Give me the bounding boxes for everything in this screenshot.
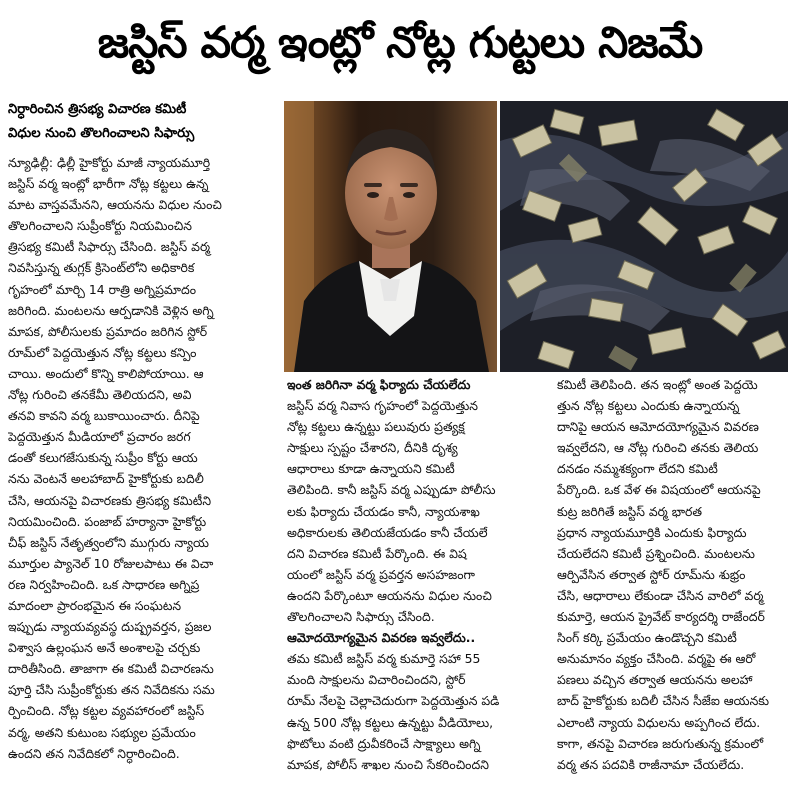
article-text-line: త్తున నోట్ల కట్టలు ఎందుకు ఉన్నాయన్న	[557, 398, 740, 414]
article-text-line: రూమ్‌లో పెద్దయెత్తున నోట్ల కట్టలు కన్పిం	[8, 344, 197, 360]
headline: జస్టిస్ వర్మ ఇంట్లో నోట్ల గుట్టలు నిజమే	[97, 18, 703, 68]
article-text-line: జస్టిస్ వర్మ ఇంట్లో భారీగా నోట్ల కట్టలు ఉన్న	[8, 176, 209, 192]
article-text-line: ప్రధాన న్యాయమూర్తికి ఎందుకు ఫిర్యాదు	[557, 524, 747, 540]
article-text-line: జస్టిస్ వర్మ నివాస గృహంలో పెద్దయెత్తున	[287, 398, 478, 414]
article-text-line: కుట్ర జరిగితే జస్టిస్ వర్మ భారత	[557, 503, 702, 519]
article-text-line: పేర్కొంది. ఒక వేళ ఈ విషయంలో ఆయనపై	[557, 482, 761, 498]
article-text-line: పూర్తి చేసి సుప్రీంకోర్టుకు తన నివేదికను సమ	[8, 682, 215, 698]
article-text-line: నను వెంటనే అలహాబాద్ హైకోర్టుకు బదిలీ	[8, 471, 204, 487]
article-text-line: పణలు వచ్చిన తర్వాత ఆయనను అలహా	[557, 672, 753, 688]
article-text-line: మాపక, పోలీస్ శాఖల నుంచి సేకరించిందని	[287, 756, 489, 772]
article-text-line: ఉన్న 500 నోట్ల కట్టలు ఉన్నట్టు వీడియోలు,	[287, 714, 494, 730]
article-text-line: ఆధారాలు కూడా ఉన్నాయని కమిటీ	[287, 461, 455, 477]
article-text-line: చీఫ్ జస్టిస్ నేతృత్వంలోని ముగ్గురు న్యాయ	[8, 534, 209, 550]
article-text-line: దనడం నమ్మశక్యంగా లేదని కమిటీ	[557, 461, 718, 477]
article-text-line: పెద్దయెత్తున మీడియాలో ప్రచారం జరగ	[8, 429, 191, 445]
judge-portrait-image	[284, 101, 497, 372]
article-text-line: జరిగింది. మంటలను ఆర్పడానికి వెళ్లిన అగ్ని	[8, 302, 214, 318]
article-text-line: సాక్షులు స్పష్టం చేశారని, దీనికి దృశ్య	[287, 440, 458, 456]
article-text-line: చేసి, ఆయనపై విచారణకు త్రిసభ్య కమిటీని	[8, 492, 212, 508]
article-text-line: రణ నిర్వహించింది. ఒక సాధారణ అగ్నిప్ర	[8, 576, 200, 592]
article-text-line: మంది సాక్షులను విచారించిందని, స్టోర్	[287, 672, 466, 688]
article-column-1	[8, 152, 282, 797]
article-text-line: త్రిసభ్య కమిటీ సిఫార్సు చేసింది. జస్టిస్ వర్మ	[8, 239, 211, 255]
article-text-line: మాపక, పోలీసులకు ప్రమాదం జరిగిన స్టోర్	[8, 323, 208, 339]
article-text-line: ఆర్పివేసిన తర్వాత స్టోర్ రూమ్‌ను శుభ్రం	[557, 566, 746, 582]
judge-photo	[284, 101, 497, 372]
article-text-line: సింగ్ కర్కి ప్రమేయం ఉండొచ్చని కమిటీ	[557, 630, 737, 646]
subhead-1: నిర్ధారించిన త్రిసభ్య విచారణ కమిటీ	[8, 102, 187, 117]
section-heading: ఆమోదయోగ్యమైన వివరణ ఇవ్వలేదు..	[287, 630, 476, 646]
article-text-line: డంతో కలుగజేసుకున్న సుప్రీం కోర్టు ఆయ	[8, 450, 198, 466]
article-text-line: తొలగించాలని సిఫార్సు చేసింది.	[287, 609, 435, 625]
article-text-line: ఫొటోలు వంటి ద్రువీకరించే సాక్ష్యాలు అగ్ని	[287, 735, 481, 751]
article-text-line: అధికారులకు తెలియజేయడం కానీ చేయలే	[287, 524, 488, 540]
burnt-cash-photo	[500, 101, 788, 372]
article-text-line: కాగా, తనపై విచారణ జరుగుతున్న క్రమంలో	[557, 735, 764, 751]
article-text-line: నోట్ల కట్టలు ఉన్నట్టు పలువురు ప్రత్యక్ష	[287, 419, 465, 435]
article-text-line: న్యూఢిల్లీ: ఢిల్లీ హైకోర్టు మాజీ న్యాయమూర్తి	[8, 155, 211, 170]
subhead-2: విధుల నుంచి తొలగించాలని సిఫార్సు	[8, 126, 195, 141]
article-text-line: వర్మ, అతని కుటుంబ సభ్యుల ప్రమేయం	[8, 724, 196, 740]
article-text-line: మాదంలా ప్రారంభమైన ఈ సంఘటన	[8, 597, 182, 613]
article-text-line: దని విచారణ కమిటీ పేర్కొంది. ఈ విష	[287, 545, 467, 561]
article-text-line: ఇప్పుడు న్యాయవ్యవస్థ దుష్ప్రవర్తన, ప్రజల	[8, 619, 212, 635]
article-text-line: ఉందని పేర్కొంటూ ఆయనను విధుల నుంచి	[287, 587, 492, 603]
article-column-3	[557, 374, 792, 797]
article-text-line: బాద్ హైకోర్టుకు బదిలీ చేసిన సీజేఐ ఆయనకు	[557, 693, 770, 709]
article-text-line: తెలిపింది. కానీ జస్టిస్ వర్మ ఎప్పుడూ పోలీసు	[287, 482, 496, 498]
article-text-line: మాట వాస్తవమేనని, ఆయనను విధుల నుంచి	[8, 197, 222, 213]
article-text-line: గృహంలో మార్చి 14 రాత్రి అగ్నిప్రమాదం	[8, 281, 197, 297]
article-text-line: నోట్ల గురించి తనకేమీ తెలియదని, అవి	[8, 387, 192, 403]
article-text-line: తొలగించాలని సుప్రీంకోర్టు నియమించిన	[8, 218, 192, 234]
article-column-2	[287, 374, 551, 797]
article-text-line: చేయలేదని కమిటీ ప్రశ్నించింది. మంటలను	[557, 545, 755, 561]
article-text-line: ఇవ్వలేదని, ఆ నోట్ల గురించి తనకు తెలియ	[557, 440, 759, 456]
article-text-line: కమిటీ తెలిపింది. తన ఇంట్లో అంత పెద్దయె	[557, 377, 758, 392]
section-heading: ఇంత జరిగినా వర్మ ఫిర్యాదు చేయలేదు	[287, 377, 471, 392]
article-text-line: లకు ఫిర్యాదు చేయడం కానీ, న్యాయశాఖ	[287, 503, 480, 519]
article-text-line: నియమించింది. పంజాబ్ హర్యానా హైకోర్టు	[8, 513, 207, 529]
article-text-line: మూర్తుల ప్యానెల్ 10 రోజులపాటు ఈ విచా	[8, 555, 214, 571]
article-text-line: రూమ్ నేలపై చెల్లాచెదురుగా పెద్దయెత్తున పడి	[287, 693, 500, 709]
article-text-line: విశ్వాస ఉల్లంఘన అనే అంశాలపై చర్చకు	[8, 640, 201, 656]
article-text-line: నివసిస్తున్న తుగ్లక్ క్రిసెంట్‌లోని అధికారిక	[8, 260, 195, 276]
article-text-line: ఎలాంటి న్యాయ విధులను అప్పగించ లేదు.	[557, 714, 761, 730]
article-text-line: తనవి కావని వర్మ బుకాయించారు. దీనిపై	[8, 408, 200, 424]
article-text-line: ర్పించింది. నోట్ల కట్టల వ్యవహారంలో జస్టిస్	[8, 703, 205, 719]
article-text-line: తమ కమిటీ జస్టిస్ వర్మ కుమార్తె సహా 55	[287, 651, 481, 667]
article-text-line: కుమార్తె, ఆయన ప్రైవేట్ కార్యదర్శి రాజేందర్	[557, 609, 765, 625]
article-text-line: అనుమానం వ్యక్తం చేసింది. వర్మపై ఈ ఆరో	[557, 651, 756, 667]
article-text-line: చాయి. అందులో కొన్ని కాలిపోయాయి. ఆ	[8, 365, 204, 381]
article-text-line: దారితీసింది. తాజాగా ఈ కమిటీ విచారణను	[8, 661, 214, 677]
article-text-line: వర్మ తన పదవికి రాజీనామా చేయలేదు.	[557, 756, 745, 772]
article-text-line: ఉందని తన నివేదికలో నిర్ధారించింది.	[8, 745, 180, 761]
burnt-notes-image	[500, 101, 788, 372]
article-text-line: దానిపై ఆయన ఆమోదయోగ్యమైన వివరణ	[557, 419, 759, 435]
article-text-line: చేసి, ఆధారాలు లేకుండా చేసిన వారిలో వర్మ	[557, 587, 764, 603]
article-text-line: యంలో జస్టిస్ వర్మ ప్రవర్తన అసహజంగా	[287, 566, 475, 582]
